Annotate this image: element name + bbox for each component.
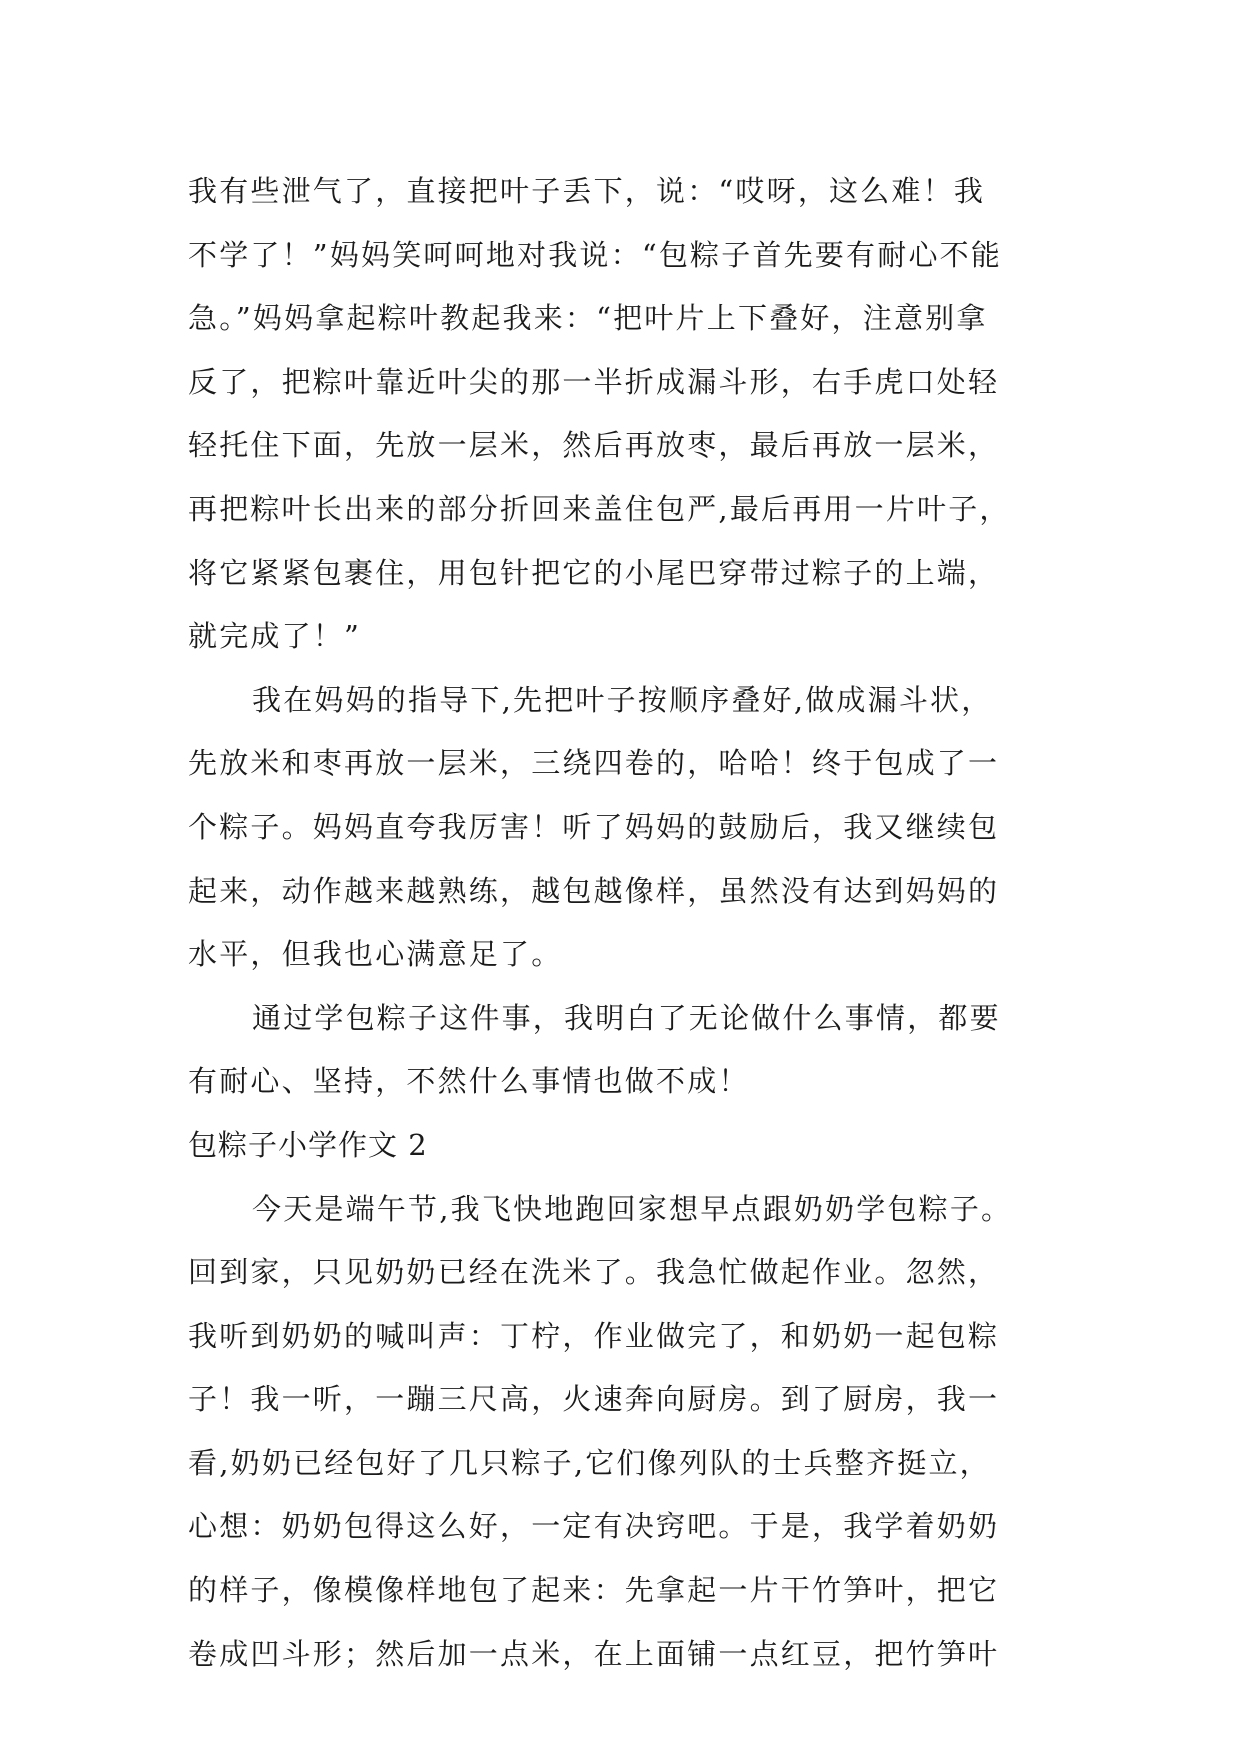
text-line: 我听到奶奶的喊叫声：丁柠，作业做完了，和奶奶一起包粽: [188, 1318, 1000, 1353]
text-line: 有耐心、坚持，不然什么事情也做不成！: [188, 1064, 750, 1099]
text-line: 将它紧紧包裹住，用包针把它的小尾巴穿带过粽子的上端，: [188, 555, 1000, 590]
text-line: 子！我一听，一蹦三尺高，火速奔向厨房。到了厨房，我一: [188, 1382, 1000, 1417]
text-line: 就完成了！”: [188, 619, 362, 654]
paragraph-first-line: 今天是端午节,我飞快地跑回家想早点跟奶奶学包粽子。: [252, 1191, 1013, 1226]
text-line: 卷成凹斗形；然后加一点米，在上面铺一点红豆，把竹笋叶: [188, 1636, 1000, 1671]
paragraph-first-line: 通过学包粽子这件事，我明白了无论做什么事情，都要: [252, 1000, 1001, 1035]
text-line: 个粽子。妈妈直夸我厉害！听了妈妈的鼓励后，我又继续包: [188, 809, 1000, 844]
text-line: 轻托住下面，先放一层米，然后再放枣，最后再放一层米，: [188, 428, 1000, 463]
text-line: 看,奶奶已经包好了几只粽子,它们像列队的士兵整齐挺立，: [188, 1445, 991, 1480]
text-line: 我有些泄气了，直接把叶子丢下，说：“哎呀，这么难！我: [188, 174, 986, 208]
text-line: 起来，动作越来越熟练，越包越像样，虽然没有达到妈妈的: [188, 873, 1000, 908]
text-line: 的样子，像模像样地包了起来：先拿起一片干竹笋叶，把它: [188, 1573, 1000, 1608]
text-line: 先放米和枣再放一层米，三绕四卷的，哈哈！终于包成了一: [188, 746, 1000, 781]
text-line: 再把粽叶长出来的部分折回来盖住包严,最后再用一片叶子，: [188, 491, 1011, 526]
section-heading: 包粽子小学作文 2: [188, 1127, 428, 1162]
text-line: 水平，但我也心满意足了。: [188, 937, 563, 972]
text-line: 反了，把粽叶靠近叶尖的那一半折成漏斗形，右手虎口处轻: [188, 364, 1000, 399]
text-line: 回到家，只见奶奶已经在洗米了。我急忙做起作业。忽然，: [188, 1255, 1000, 1290]
paragraph-first-line: 我在妈妈的指导下,先把叶子按顺序叠好,做成漏斗状，: [252, 682, 993, 717]
essay-body: [188, 160, 1048, 1686]
text-line: 急。”妈妈拿起粽叶教起我来：“把叶片上下叠好，注意别拿: [188, 301, 988, 336]
text-line: 心想：奶奶包得这么好，一定有决窍吧。于是，我学着奶奶: [188, 1509, 1000, 1544]
text-line: 不学了！”妈妈笑呵呵地对我说：“包粽子首先要有耐心不能: [188, 237, 1003, 272]
